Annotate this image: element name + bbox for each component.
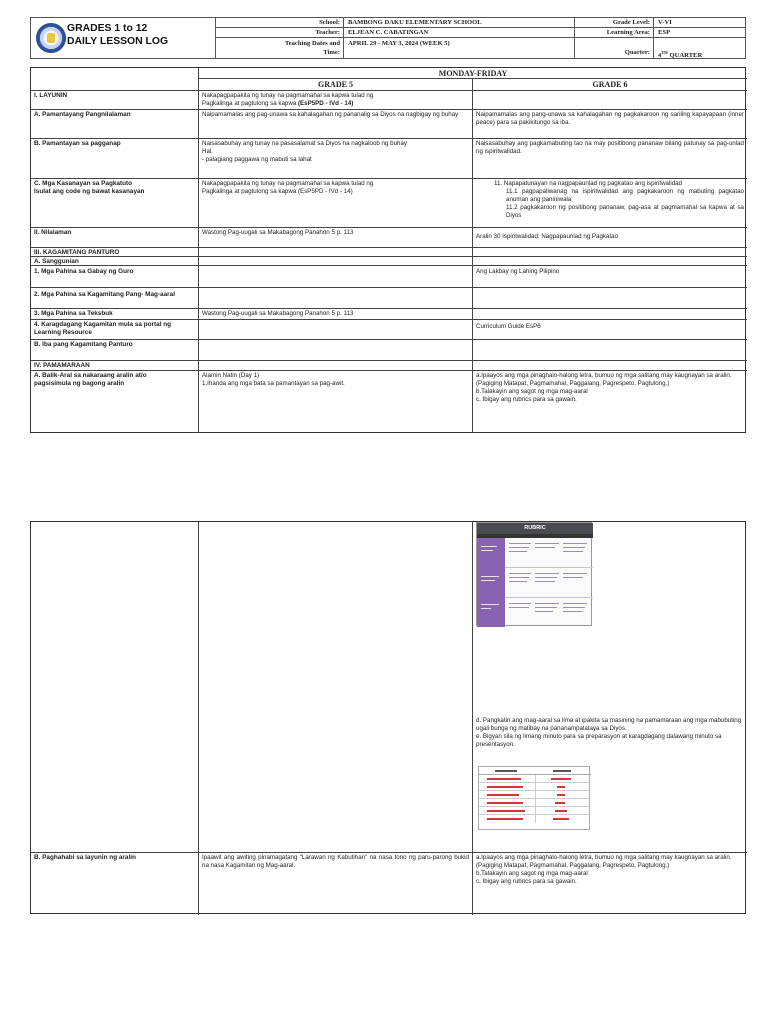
gabay-grade6: Ang Lakbay ng Lahing Pilipino [473, 266, 747, 288]
balik-aral-label-line-1: A. Balik-Aral sa nakaraang aralin at/o [34, 372, 147, 379]
deped-seal-icon [36, 23, 66, 53]
paghahabi-g6-line-1: a.Ipaayos ang mga pinaghalo-halong letra, bumuo ng mga salitang may kaugnayan sa aralin.(Pagiging Matapat, Pagmamahal, Paggalang, Pagrespeto, Pagtulong.) [476, 854, 732, 870]
row-label-sanggunian: A. Sanggunian [31, 257, 199, 266]
teksbuk-grade6 [473, 309, 747, 320]
row-label-kagamitan: III. KAGAMITANG PANTURO [31, 248, 199, 257]
kagamitan-grade5 [199, 248, 473, 257]
quarter-number: 4 [658, 52, 662, 60]
cont-g6-item-d: d. Pangkatin ang mag-aaral sa lima at ipakita sa masining na pamamaraan ang mga mabubuting ugali bunga ng matibay na pananampalataya sa Diyos. [476, 717, 742, 733]
info-table [216, 17, 746, 59]
kasanayan-g6-line-3: 11.2 pagkakaroon ng positibong pananaw, pag-asa at pagmamahal sa kapwa at sa Diyos [506, 204, 744, 220]
row-label-iba-pa: B. Iba pang Kagamitang Panturo [31, 340, 199, 361]
pamamaraan-grade6 [473, 361, 747, 371]
rubric-image [476, 522, 592, 626]
sanggunian-grade6 [473, 257, 747, 266]
pagganap-g5-line-3: - palagiang paggawa ng mabuti sa lahat [202, 156, 312, 164]
nilalaman-grade5: Wastong Pag-uugali sa Makabagong Panahon 5 p. 113 [199, 228, 473, 248]
school-label: School: [216, 18, 344, 27]
balik-aral-g6-line-3: c. Ibigay ang rubrics para sa gawain. [476, 396, 577, 404]
balik-aral-grade6 [473, 371, 747, 433]
kasanayan-g6-line-1: 11. Napapatunayan na nagpapaunlad ng pagkatao ang ispiritwalidad [494, 180, 683, 187]
balik-aral-label-line-2: pagsisimula ng bagong aralin [34, 380, 125, 388]
form-title-line-2: DAILY LESSON LOG [67, 36, 169, 47]
row-label-paghahabi: B. Paghahabi sa layunin ng aralin [31, 853, 199, 915]
layunin-g5-code: (EsP5PD - IVd - 14) [297, 100, 354, 108]
row-label-nilalaman: II. Nilalaman [31, 228, 199, 248]
row-label-balik-aral [31, 371, 199, 433]
row-label-pamamaraan: IV. PAMAMARAAN [31, 361, 199, 371]
balik-aral-g6-line-1: a.Ipaayos ang mga pinaghalo-halong letra, bumuo ng mga salitang may kaugnayan sa aralin.(Pagiging Matapat, Pagmamahal, Paggalang, Pagrespeto, Pagtulong.) [476, 372, 732, 388]
info-row-school [216, 18, 746, 28]
pamamaraan-grade5 [199, 361, 473, 371]
quarter-value [658, 48, 744, 60]
paghahabi-g6-line-2: b.Talakayin ang sagot ng mga mag-aaral [476, 870, 588, 878]
dates-label-line-2: Time: [323, 49, 340, 56]
teacher-label: Teacher: [216, 28, 344, 37]
quarter-word: QUARTER [667, 52, 703, 60]
pagganap-grade5 [199, 139, 473, 179]
continued-grade5-cell [199, 522, 473, 853]
kasanayan-label-line-1: C. Mga Kasanayan sa Pagkatuto [34, 180, 133, 187]
paghahabi-grade6 [473, 853, 747, 915]
title-box [30, 17, 216, 59]
grade5-header: GRADE 5 [199, 79, 473, 91]
kagamitang-mag-aaral-grade5 [199, 288, 473, 309]
continued-grade6-text [476, 717, 742, 749]
balik-aral-g5-line-2: 1.Ihanda ang mga bata sa pamantayan sa pag-awit. [202, 380, 345, 388]
grade-level-label: Grade Level: [574, 18, 654, 27]
form-title [67, 22, 168, 48]
pangnilalaman-grade6: Naipamamalas ang pang-unawa sa kahalagahan ng pagkakaroon ng sariling kapayapaan (inner peace) para sa pakikitungo sa iba. [473, 110, 747, 139]
row-label-layunin: I. LAYUNIN [31, 91, 199, 110]
teksbuk-grade5: Wastong Pag-uugali sa Makabagong Panahon 5 p. 113 [199, 309, 473, 320]
cont-g6-item-e: e. Bigyan sila ng limang minuto para sa preparasyon at karagdagang dalawang minuto sa presentasyon. [476, 733, 722, 749]
sanggunian-grade5 [199, 257, 473, 266]
rubric-criteria-column [477, 538, 505, 627]
row-label-portal [31, 320, 199, 340]
scoring-header [479, 767, 591, 775]
layunin-grade5 [199, 91, 473, 110]
info-row-teacher [216, 28, 746, 38]
layunin-g5-line-2 [202, 100, 469, 108]
learning-area-value: ESP [658, 29, 671, 36]
kagamitan-grade6 [473, 248, 747, 257]
pangnilalaman-grade5: Naipamamalas ang pag-unawa sa kahalagahan ng pananalig sa Diyos na nagbigay ng buhay [199, 110, 473, 139]
kasanayan-grade5 [199, 179, 473, 228]
iba-pa-grade5 [199, 340, 473, 361]
row-label-gabay: 1. Mga Pahina sa Gabay ng Guro [31, 266, 199, 288]
dll-header [30, 17, 746, 59]
kasanayan-label-line-2: Isulat ang code ng bawat kasanayan [34, 188, 145, 196]
row-label-teksbuk: 3. Mga Pahina sa Teksbuk [31, 309, 199, 320]
dates-label [216, 38, 344, 59]
kasanayan-g6-line-2: 11.1 pagpapaliwanag na ispiritwalidad ang pagkakaroon ng mabuting pagkatao anuman ang paniniwala [506, 188, 744, 204]
info-row-dates [216, 38, 746, 59]
grade-level-value: V-VI [658, 19, 672, 26]
iba-pa-grade6 [473, 340, 747, 361]
paghahabi-grade5: Ipaawit ang awiting pinamagatang "Larawan ng Kabutihan" na nasa tono ng paru-parong bukid na nasa Kagamitan ng Mag-aaral. [199, 853, 473, 915]
gabay-grade5 [199, 266, 473, 288]
quarter-suffix: TH [661, 50, 668, 55]
paghahabi-g6-line-3: c. Ibigay ang rubrics para sa gawain. [476, 878, 577, 886]
portal-label-line-1: 4. Karagdagang Kagamitan mula sa portal ng [34, 321, 172, 328]
teacher-value: ELJEAN C. CABATINGAN [348, 29, 429, 36]
portal-grade5 [199, 320, 473, 340]
rubric-title: RUBRIC [477, 523, 593, 534]
dates-value: APRIL 29 - MAY 3, 2024 (WEEK 5) [348, 40, 450, 47]
kagamitang-mag-aaral-grade6 [473, 288, 747, 309]
balik-aral-g6-line-2: b.Talakayin ang sagot ng mga mag-aaral [476, 388, 588, 396]
lesson-table-part-1 [30, 67, 746, 433]
portal-grade6: Curriculum Guide EsP6 [473, 320, 747, 340]
portal-label-line-2: Learning Resource [34, 329, 92, 337]
row-label-pagganap: B. Pamantayan sa pagganap [31, 139, 199, 179]
quarter-label: Quarter: [574, 38, 654, 59]
blank-header-cell [31, 68, 199, 91]
form-title-line-1: GRADES 1 to 12 [67, 23, 148, 34]
pagganap-g5-line-2: Hal. [202, 148, 214, 156]
scoring-table-image [478, 766, 590, 830]
row-label-kagamitang-mag-aaral: 2. Mga Pahina sa Kagamitang Pang- Mag-aaral [31, 288, 199, 309]
layunin-grade6 [473, 91, 747, 110]
nilalaman-grade6: Aralin 30 Ispiritwalidad: Nagpapaunlad ng Pagkatao [473, 228, 747, 248]
kasanayan-grade6 [473, 179, 747, 228]
dates-label-line-1: Teaching Dates and [284, 40, 340, 47]
pagganap-g5-line-1: Naisasabuhay ang tunay na pasasalamat sa Diyos na nagkaloob ng buhay [202, 140, 408, 147]
learning-area-label: Learning Area: [574, 28, 654, 37]
grade6-header: GRADE 6 [473, 79, 747, 91]
continued-grade6-cell [473, 522, 747, 853]
balik-aral-grade5 [199, 371, 473, 433]
row-label-kasanayan [31, 179, 199, 228]
row-label-pangnilalaman: A. Pamantayang Pangnilalaman [31, 110, 199, 139]
layunin-g5-line-2-text: Pagkalinga at pagtulong sa kapwa [202, 100, 298, 108]
continued-label-cell [31, 522, 199, 853]
balik-aral-g5-line-1: Alamin Natin (Day 1) [202, 372, 260, 379]
school-value: BAMBONG DAKU ELEMENTARY SCHOOL [348, 19, 482, 26]
span-header: MONDAY-FRIDAY [199, 68, 747, 79]
pagganap-grade6: Naisasabuhay ang pagkamabuting tao na may positibong pananaw bilang patunay sa pag-unlad ng ispiritwalidad. [473, 139, 747, 179]
kasanayan-g5-line-1: Nakapagpapakita ng tunay na pagmamahal sa kapwa tulad ng [202, 180, 374, 187]
lesson-table-part-2 [30, 521, 746, 914]
kasanayan-g5-line-2: Pagkalinga at pagtulong sa kapwa (EsP5PD - IVd - 14) [202, 188, 353, 196]
layunin-g5-line-1: Nakapagpapakita ng tunay na pagmamahal sa kapwa tulad ng [202, 92, 374, 99]
